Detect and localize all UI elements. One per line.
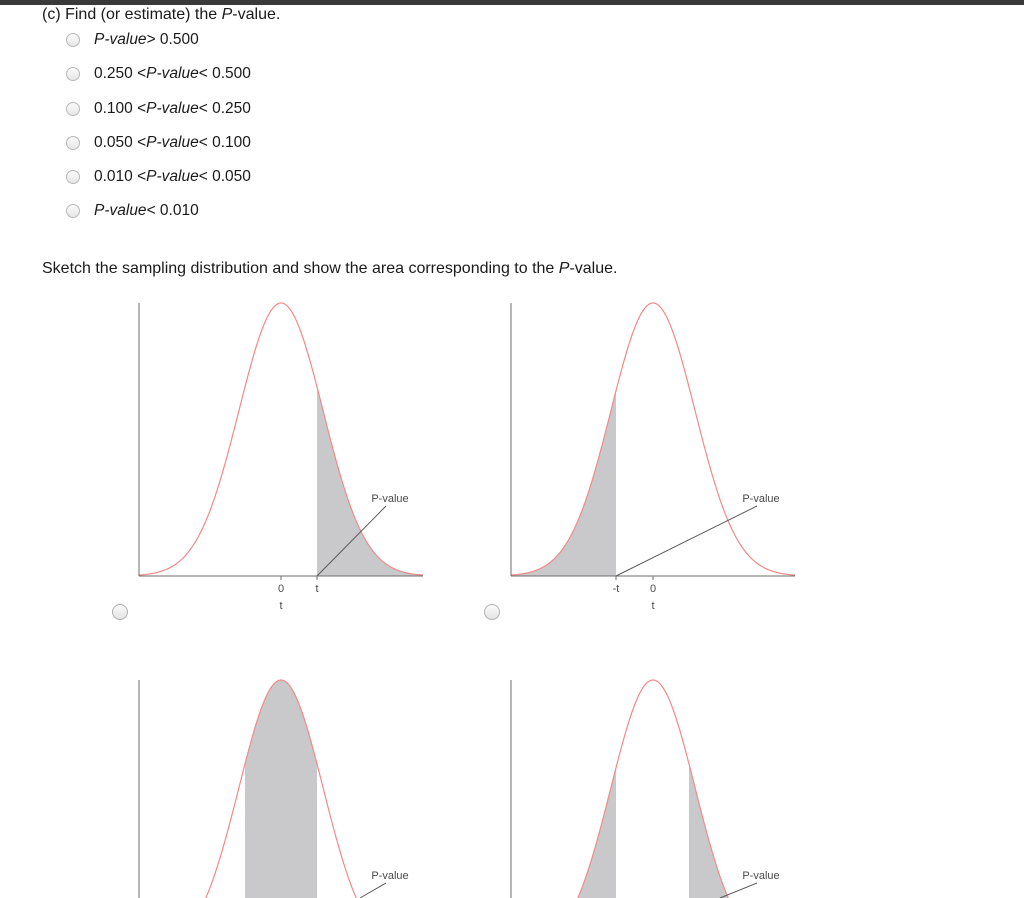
graph-center bbox=[139, 680, 423, 898]
question-prompt: (c) Find (or estimate) the P-value. bbox=[42, 6, 281, 23]
tick-label: 0 bbox=[649, 583, 657, 595]
pvalue-label: P-value bbox=[742, 493, 780, 505]
shaded-area-left bbox=[511, 768, 616, 898]
option-pvalue-0250-0500[interactable]: 0.250 < P-value < 0.500 bbox=[66, 64, 251, 84]
tick-label: t bbox=[315, 583, 319, 595]
tick-label: -t bbox=[612, 583, 620, 595]
density-curve bbox=[511, 680, 795, 898]
graph-option-radio-left-tail[interactable] bbox=[484, 604, 500, 620]
option-pvalue-lt-0010[interactable]: P-value < 0.010 bbox=[66, 201, 199, 221]
pvalue-label: P-value bbox=[742, 870, 780, 882]
tick-label: 0 bbox=[277, 583, 285, 595]
option-pvalue-0010-0050[interactable]: 0.010 < P-value < 0.050 bbox=[66, 167, 251, 187]
option-pvalue-gt-0500[interactable]: P-value > 0.500 bbox=[66, 30, 199, 50]
density-curve bbox=[511, 303, 795, 575]
pvalue-label: P-value bbox=[371, 493, 409, 505]
pvalue-pointer-line bbox=[616, 506, 757, 576]
graph-left-tail bbox=[511, 303, 795, 612]
axis-label: t bbox=[279, 600, 283, 612]
axis-label: t bbox=[651, 600, 655, 612]
shaded-area bbox=[245, 680, 317, 898]
graph-right-tail bbox=[139, 303, 423, 612]
pvalue-pointer-line bbox=[360, 883, 386, 898]
option-pvalue-0100-0250[interactable]: 0.100 < P-value < 0.250 bbox=[66, 99, 251, 119]
sketch-instruction: Sketch the sampling distribution and show the area corresponding to the P-value. bbox=[42, 260, 618, 277]
graph-two-tail bbox=[511, 680, 795, 898]
density-curve bbox=[139, 303, 423, 575]
option-pvalue-0050-0100[interactable]: 0.050 < P-value < 0.100 bbox=[66, 133, 251, 153]
graph-option-radio-right-tail[interactable] bbox=[112, 604, 128, 620]
pvalue-label: P-value bbox=[371, 870, 409, 882]
